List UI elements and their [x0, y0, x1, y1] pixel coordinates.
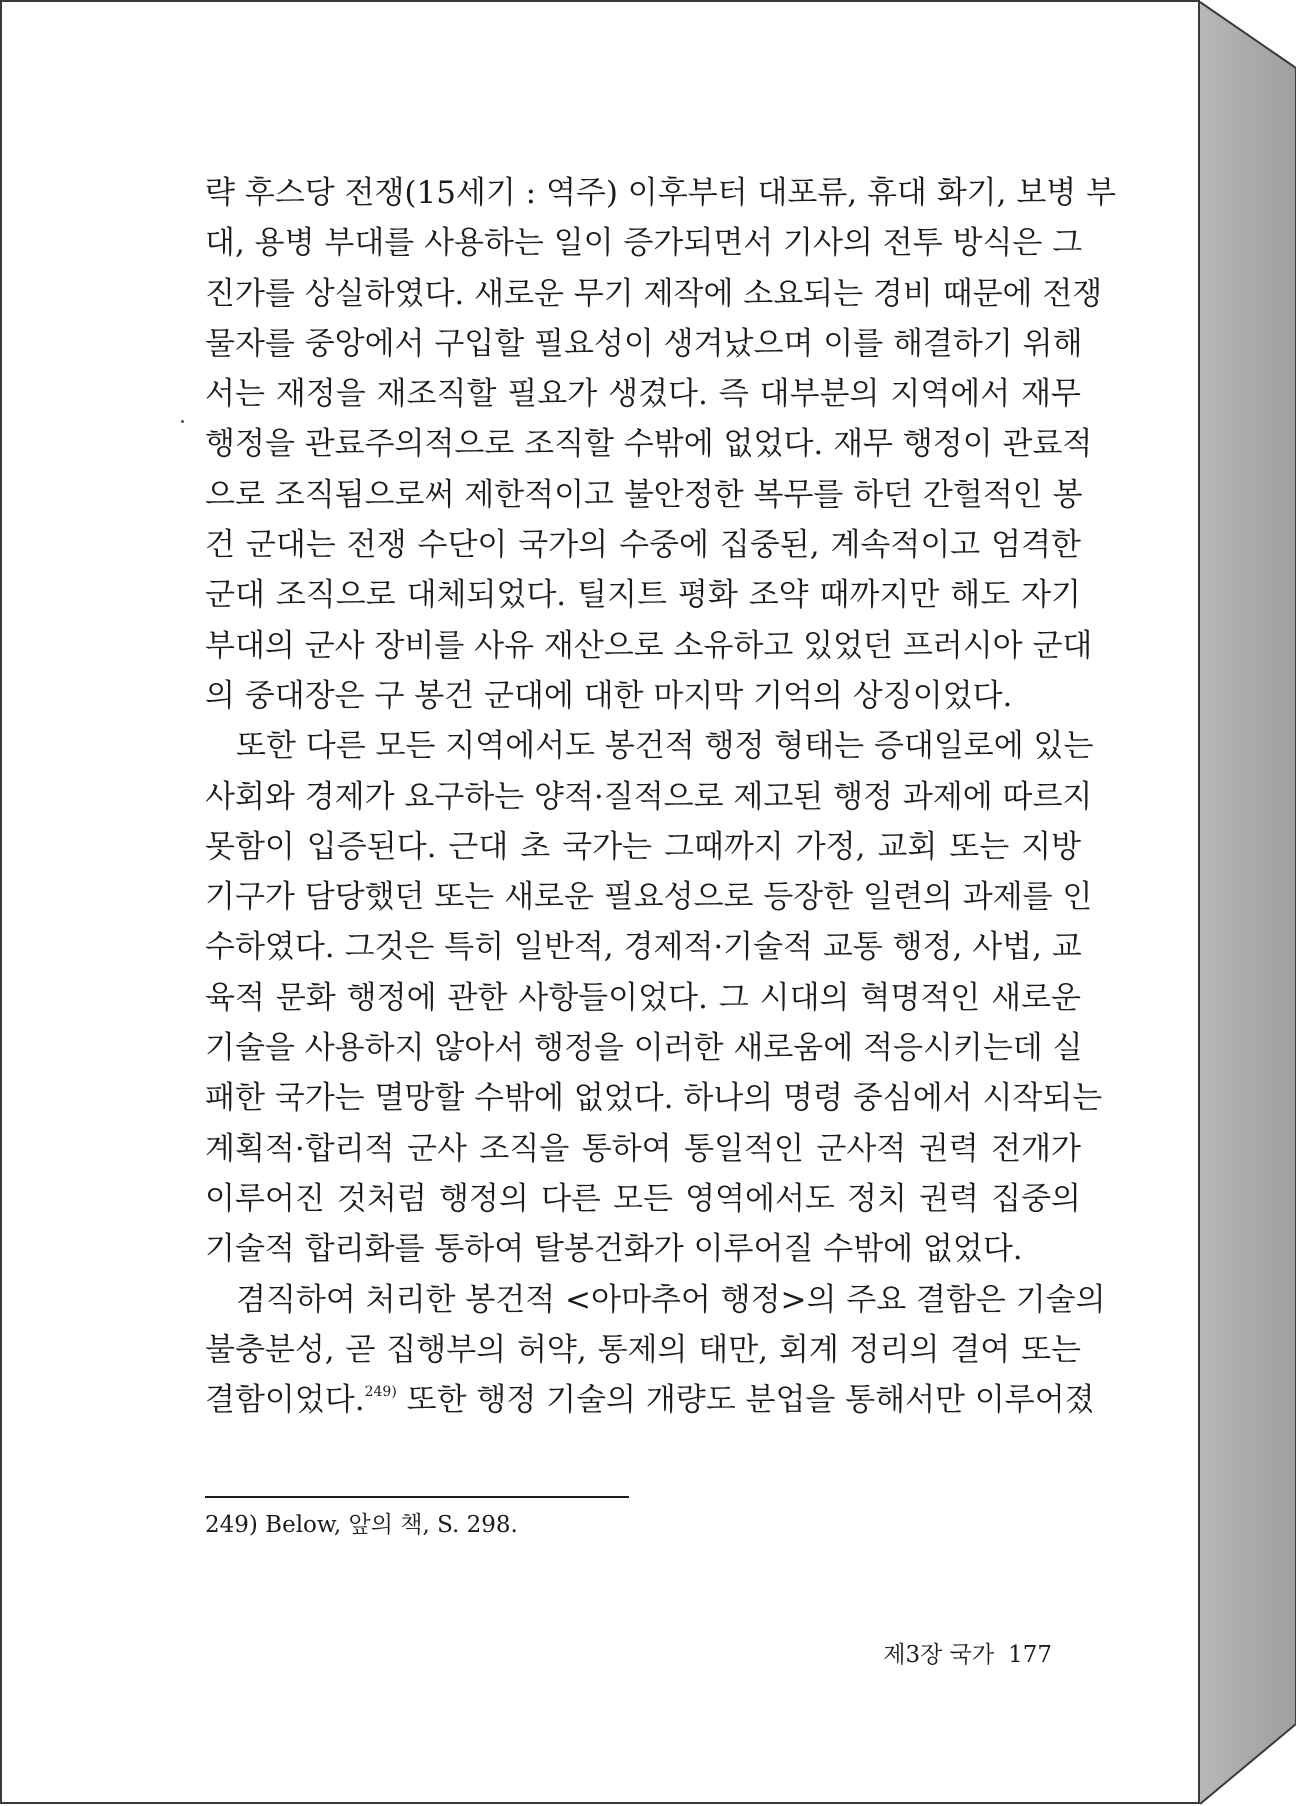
paragraph-start-line: 또한 다른 모든 지역에서도 봉건적 행정 형태는 증대일로에 있는	[236, 728, 1094, 765]
text-line: 진가를 상실하였다. 새로운 무기 제작에 소요되는 경비 때문에 전쟁	[205, 275, 1103, 312]
chapter-label: 제3장	[883, 1642, 943, 1668]
text-line: 대, 용병 부대를 사용하는 일이 증가되면서 기사의 전투 방식은 그	[205, 225, 1083, 262]
text-line: 육적 문화 행정에 관한 사항들이었다. 그 시대의 혁명적인 새로운	[205, 979, 1081, 1016]
text-line: 건 군대는 전쟁 수단이 국가의 수중에 집중된, 계속적이고 엄격한	[205, 527, 1081, 564]
text-line: 불충분성, 곧 집행부의 허약, 통제의 태만, 회계 정리의 결여 또는	[205, 1331, 1081, 1368]
text-line-with-note	[205, 1375, 1095, 1425]
text-line: 서는 재정을 재조직할 필요가 생겼다. 즉 대부분의 지역에서 재무	[205, 376, 1081, 413]
text-line: 으로 조직됨으로써 제한적이고 불안정한 복무를 하던 간헐적인 봉	[205, 476, 1083, 513]
page-folio	[872, 1637, 1052, 1673]
text-line: 군대 조직으로 대체되었다. 틸지트 평화 조약 때까지만 해도 자기	[205, 577, 1081, 614]
text-line: 략 후스당 전쟁(15세기 : 역주) 이후부터 대포류, 휴대 화기, 보병 부	[205, 175, 1117, 211]
text-line: 행정을 관료주의적으로 조직할 수밖에 없었다. 재무 행정이 관료적	[205, 426, 1093, 463]
paragraph-end-line: 의 중대장은 구 봉건 군대에 대한 마지막 기억의 상징이었다.	[205, 677, 1013, 714]
section-label: 국가	[949, 1642, 995, 1668]
body-text	[205, 168, 1117, 1425]
text-line: 계획적·합리적 군사 조직을 통하여 통일적인 군사적 권력 전개가	[205, 1130, 1081, 1167]
text-line: 기구가 담당했던 또는 새로운 필요성으로 등장한 일련의 과제를 인	[205, 879, 1093, 916]
text-line: 사회와 경제가 요구하는 양적·질적으로 제고된 행정 과제에 따르지	[205, 778, 1093, 815]
text-line: 부대의 군사 장비를 사유 재산으로 소유하고 있었던 프러시아 군대	[205, 627, 1093, 664]
text-line: 물자를 중앙에서 구입할 필요성이 생겨났으며 이를 해결하기 위해	[205, 325, 1083, 362]
text-line: 이루어진 것처럼 행정의 다른 모든 영역에서도 정치 권력 집중의	[205, 1180, 1081, 1217]
footnote-reference[interactable]: 249)	[364, 1384, 397, 1401]
paragraph-start-line: 겸직하여 처리한 봉건적 <아마추어 행정>의 주요 결함은 기술의	[236, 1281, 1106, 1318]
scan-speck	[181, 420, 184, 423]
page-stack-edge	[1200, 2, 1296, 1804]
text-fragment: 결함이었다.	[205, 1382, 365, 1419]
text-line: 기술을 사용하지 않아서 행정을 이러한 새로움에 적응시키는데 실	[205, 1030, 1083, 1067]
footnote: 249) Below, 앞의 책, S. 298.	[205, 1512, 518, 1538]
text-line: 못함이 입증된다. 근대 초 국가는 그때까지 가정, 교회 또는 지방	[205, 828, 1081, 865]
paragraph-end-line: 기술적 합리화를 통하여 탈봉건화가 이루어질 수밖에 없었다.	[205, 1231, 1023, 1268]
footnote-divider	[205, 1496, 629, 1498]
text-fragment: 또한 행정 기술의 개량도 분업을 통해서만 이루어졌	[406, 1382, 1095, 1419]
page-number: 177	[1008, 1642, 1052, 1668]
text-line: 패한 국가는 멸망할 수밖에 없었다. 하나의 명령 중심에서 시작되는	[205, 1080, 1103, 1117]
text-line: 수하였다. 그것은 특히 일반적, 경제적·기술적 교통 행정, 사법, 교	[205, 929, 1082, 966]
